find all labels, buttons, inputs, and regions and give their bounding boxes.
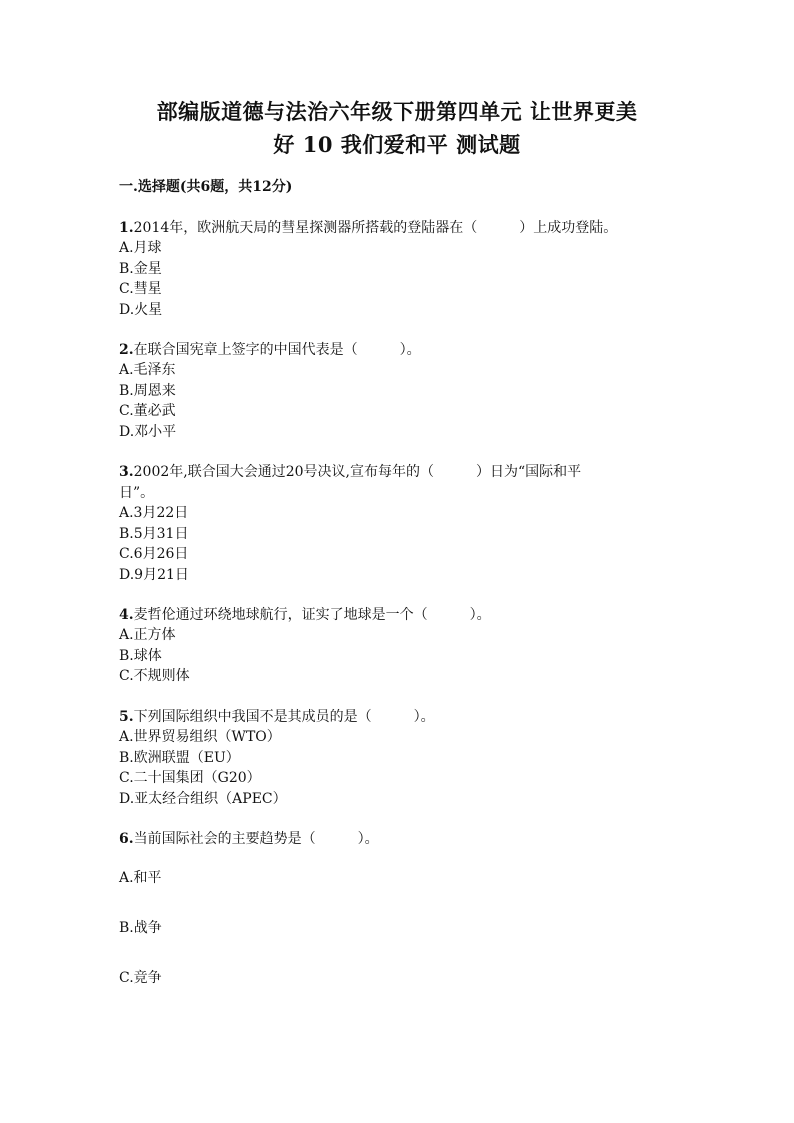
question-3-option-d: D.9月21日 <box>119 567 189 583</box>
question-1-option-d: D.火星 <box>119 302 163 318</box>
question-5-option-a: A.世界贸易组织（WTO） <box>119 729 281 745</box>
question-1-option-a: A.月球 <box>119 240 162 256</box>
question-6-text: 当前国际社会的主要趋势是（ ）。 <box>133 831 379 847</box>
question-5-option-d: D.亚太经合组织（APEC） <box>119 791 287 807</box>
question-3-text: 2002年,联合国大会通过20号决议,宣布每年的（ ）日为“国际和平 <box>133 464 582 480</box>
question-2-option-a: A.毛泽东 <box>119 362 176 378</box>
question-5-option-b: B.欧洲联盟（EU） <box>119 750 240 766</box>
question-4-option-b: B.球体 <box>119 648 162 664</box>
question-3-option-a: A.3月22日 <box>119 505 189 521</box>
page-title-line-2: 好 10 我们爱和平 测试题 <box>273 132 521 157</box>
question-6-stem <box>119 829 379 849</box>
question-1-text: 2014年，欧洲航天局的彗星探测器所搭载的登陆器在（ ）上成功登陆。 <box>133 220 618 236</box>
question-6-option-b: B.战争 <box>119 920 162 936</box>
question-6-number: 6. <box>119 831 134 847</box>
question-4-text: 麦哲伦通过环绕地球航行，证实了地球是一个（ ）。 <box>133 607 491 623</box>
question-1-stem <box>119 218 617 238</box>
question-3-number: 3. <box>119 464 134 480</box>
question-5-number: 5. <box>119 709 134 725</box>
question-3-stem <box>119 462 581 482</box>
question-2-stem <box>119 340 421 360</box>
question-1-option-b: B.金星 <box>119 261 162 277</box>
question-4-stem <box>119 605 491 625</box>
question-2-option-b: B.周恩来 <box>119 383 176 399</box>
page-title-line-1: 部编版道德与法治六年级下册第四单元 让世界更美 <box>156 99 638 124</box>
question-4-number: 4. <box>119 607 134 623</box>
question-5-text: 下列国际组织中我国不是其成员的是（ ）。 <box>133 709 435 725</box>
question-2-option-c: C.董必武 <box>119 403 176 419</box>
question-5-option-c: C.二十国集团（G20） <box>119 770 261 786</box>
question-3-option-b: B.5月31日 <box>119 526 189 542</box>
section-heading: 一.选择题(共6题，共12分) <box>119 179 293 195</box>
question-2-number: 2. <box>119 342 134 358</box>
question-4-option-c: C.不规则体 <box>119 668 190 684</box>
question-1-option-c: C.彗星 <box>119 281 162 297</box>
question-2-option-d: D.邓小平 <box>119 424 177 440</box>
question-2-text: 在联合国宪章上签字的中国代表是（ ）。 <box>133 342 421 358</box>
question-5-stem <box>119 707 435 727</box>
question-3-option-c: C.6月26日 <box>119 546 189 562</box>
question-6-option-c: C.竞争 <box>119 970 162 986</box>
question-4-option-a: A.正方体 <box>119 627 176 643</box>
question-6-option-a: A.和平 <box>119 870 162 886</box>
question-3-stem-continued: 日”。 <box>119 485 155 501</box>
question-1-number: 1. <box>119 220 134 236</box>
